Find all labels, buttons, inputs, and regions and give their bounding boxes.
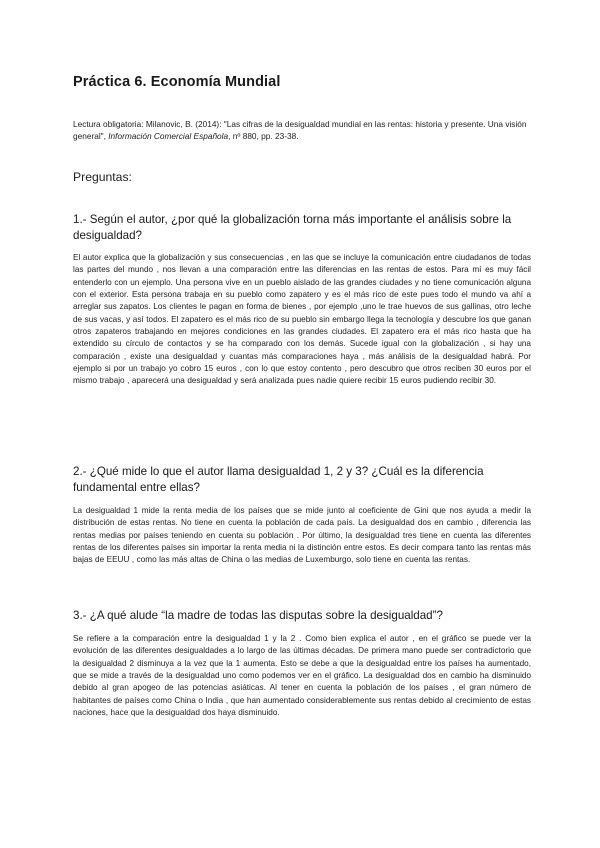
reading-prefix: Lectura obligatoria: Milanovic, B. (2014): "Las cifras de la desigualdad mundial en las rentas: historia y presente. Una visión general", — [73, 119, 527, 142]
reading-suffix: , nº 880, pp. 23-38. — [228, 131, 299, 142]
question-1: 1.- Según el autor, ¿por qué la globalización torna más importante el análisis sobre la desigualdad? — [73, 213, 512, 242]
question-2: 2.- ¿Qué mide lo que el autor llama desigualdad 1, 2 y 3? ¿Cuál es la diferencia fundamental entre ellas? — [73, 465, 484, 494]
answer-1: El autor explica que la globalización y sus consecuencias , en las que se incluye la comunicación entre ciudadanos de todas las partes del mundo , nos llevan a una comparación entre las diferencias en las rentas de estos. Para mí es muy fácil entenderlo con un ejemplo. Una persona vive en un pueblo aislado de las grandes ciudades y no tiene comunicación alguna con el exterior. Esta persona trabaja en su pueblo como zapatero y es el más rico de este pues todo el mundo va ahí a arreglar sus zapatos. Los clientes le pagan en forma de bienes , por ejemplo ,uno le trae huevos de sus gallinas, otro leche de sus vacas, y así todos. El zapatero es el más rico de su pueblo sin embargo llega la tecnología y descubre los que ganan otros zapateros trabajando en mejores condiciones en las grandes ciudades. El zapatero era el más rico hasta que ha extendido su círculo de contactos y se ha comparado con los demás. Sucede igual con la globalización , si hay una comparación , existe una desigualdad y cuantas más comparaciones haya , más análisis de la desigualdad habrá. Por ejemplo si por un trabajo yo cobro 15 euros , con lo que estoy contento , pero descubro que otros reciben 30 euros por el mismo trabajo , aparecerá una desigualdad y será analizada pues nadie quiere recibir 15 euros pudiendo recibir 30. — [73, 253, 531, 386]
reading-reference — [73, 118, 531, 143]
reading-journal: Información Comercial Española — [108, 131, 229, 142]
page-title: Práctica 6. Economía Mundial — [73, 74, 281, 90]
question-3: 3.- ¿A qué alude “la madre de todas las disputas sobre la desigualdad”? — [73, 609, 443, 622]
answer-3: Se refiere a la comparación entre la desigualdad 1 y la 2 . Como bien explica el autor , en el gráfico se puede ver la evolución de las diferentes desigualdades a lo largo de las últimas décadas. De primera mano puede ser contradictorio que la desigualdad 2 disminuya a la vez que la 1 aumenta. Esto se debe a que la desigualdad entre los países ha aumentado, que se mide a través de la desigualdad uno como podemos ver en el gráfico. La desigualdad dos en cambio ha disminuido debido al gran apogeo de las potencias asiáticas. Al tener en cuenta la población de los países , el gran número de habitantes de países como China o India , que han aumentado considerablemente sus rentas debido al crecimiento de estas naciones, hace que la desigualdad dos haya disminuido. — [73, 634, 531, 718]
answer-2: La desigualdad 1 mide la renta media de los países que se mide junto al coeficiente de Gini que nos ayuda a medir la distribución de estas rentas. No tiene en cuenta la población de cada país. La desigualdad dos en cambio , diferencia las rentas medias por países teniendo en cuenta su población . Por último, la desigualdad tres tiene en cuenta las diferentes rentas de los diferentes países sin importar la renta media ni la distinción entre estos. Es decir compara tanto las rentas más bajas de EEUU , como las más altas de China o las medias de Luxemburgo, solo tiene en cuenta las rentas. — [73, 506, 531, 565]
preguntas-heading: Preguntas: — [73, 170, 132, 184]
